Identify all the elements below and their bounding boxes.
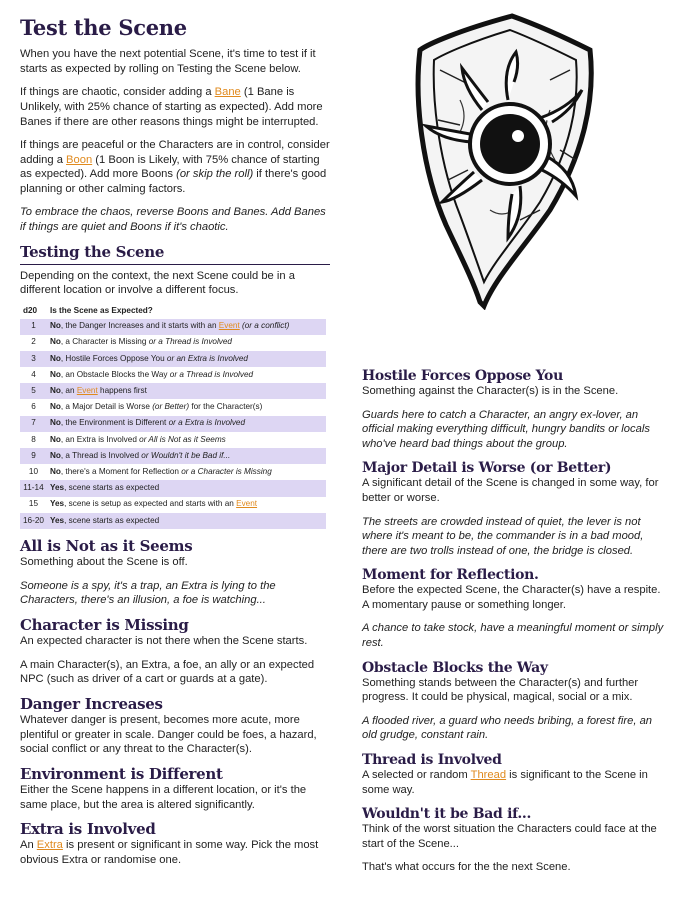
chaotic-pre: If things are chaotic, consider adding a [20, 86, 215, 99]
row-result [47, 497, 326, 513]
row-alternative: (or a conflict) [239, 321, 290, 331]
page-title: Test the Scene [20, 15, 187, 40]
event-link[interactable]: Event [236, 499, 258, 509]
thread-link[interactable]: Thread [470, 769, 507, 782]
major-body: A significant detail of the Scene is changed in some way, for better or worse. [362, 477, 659, 504]
table-header-d20: d20 [23, 305, 38, 315]
wouldnt-body: Think of the worst situation the Characters could face at the start of the Scene... [362, 823, 657, 850]
row-result [47, 383, 326, 399]
row-number: 4 [31, 369, 36, 379]
row-number: 16-20 [20, 513, 47, 529]
wouldnt-body2: That's what occurs for the the next Scene. [362, 861, 571, 874]
danger-body: Whatever danger is present, becomes more acute, more plentiful or greater in scale. Danger could be foes, a hazard, social conflict or any threat to the Character(s). [20, 714, 317, 756]
row-alternative: (or Better) [152, 402, 190, 412]
row-text: , scene starts as expected [64, 515, 160, 525]
row-text: , an [60, 386, 77, 396]
chaotic-text [20, 85, 330, 129]
all-not-example: Someone is a spy, it's a trap, an Extra is lying to the Characters, there's an illusion, a foe is watching... [20, 579, 276, 607]
row-alternative: or a Extra is Involved [168, 418, 246, 428]
row-answer: Yes [49, 515, 65, 525]
extra-body [20, 838, 330, 867]
testing-intro: Depending on the context, the next Scene could be in a different location or involve a different focus. [20, 269, 295, 297]
obstacle-body: Something stands between the Character(s) and further progress. It could be physical, magical, social or a mix. [362, 676, 639, 704]
row-number: 1 [20, 319, 47, 335]
moment-example: A chance to take stock, have a meaningful moment or simply rest. [362, 622, 664, 650]
row-answer: No [49, 353, 61, 363]
row-alternative: or an Extra is Involved [166, 353, 248, 363]
table-row [20, 432, 326, 448]
major-example: The streets are crowded instead of quiet, the lever is not where it's meant to be, the commander is in a bad mood, there are two trolls instead of one, the bridge is closed. [362, 515, 644, 557]
chaotic-post: (1 Bane is Unlikely, with 25% chance of starting as expected). Add more Banes if there are other reasons things might be interrupted. [20, 86, 323, 128]
shield-illustration [400, 10, 610, 310]
row-answer: Yes [49, 499, 65, 509]
row-text: , a Thread is Involved [60, 450, 142, 460]
event-link[interactable]: Event [76, 386, 98, 396]
row-number: 3 [20, 351, 47, 367]
row-answer: No [49, 418, 61, 428]
obstacle-example: A flooded river, a guard who needs bribing, a forest fire, an old grudge, constant rain. [362, 714, 653, 742]
d20-table [20, 304, 326, 529]
row-result [47, 513, 326, 529]
table-row [20, 480, 326, 496]
table-row [20, 497, 326, 513]
intro-text: When you have the next potential Scene, it's time to test if it starts as expected by rolling on Testing the Scene below. [20, 48, 316, 75]
row-result [47, 416, 326, 432]
danger-title: Danger Increases [20, 694, 163, 713]
row-result [47, 335, 326, 351]
environment-title: Environment is Different [20, 764, 223, 783]
row-answer: No [49, 466, 61, 476]
row-result [47, 464, 326, 480]
thread-title: Thread is Involved [362, 751, 502, 768]
row-answer: No [49, 337, 61, 347]
peaceful-post: if there's good planning or other calming factors. [20, 168, 327, 195]
row-number: 5 [20, 383, 47, 399]
row-number: 15 [28, 499, 39, 509]
row-result [47, 319, 326, 335]
row-answer: No [49, 402, 61, 412]
row-number: 8 [31, 434, 36, 444]
row-tail: for the Character(s) [189, 402, 263, 412]
table-row [20, 399, 326, 415]
row-number: 2 [31, 337, 36, 347]
row-text: , scene is setup as expected and starts with an [64, 499, 237, 509]
row-text: , scene starts as expected [64, 483, 160, 493]
row-text: , there's a Moment for Reflection [60, 466, 182, 476]
row-number: 7 [20, 416, 47, 432]
row-number: 9 [20, 448, 47, 464]
thread-post: is significant to the Scene in some way. [362, 769, 648, 796]
hostile-body: Something against the Character(s) is in the Scene. [362, 385, 619, 398]
major-title: Major Detail is Worse (or Better) [362, 460, 612, 477]
testing-title: Testing the Scene [20, 244, 330, 264]
embrace-text: To embrace the chaos, reverse Boons and Banes. Add Banes if things are quiet and Boons if it's chaotic. [20, 206, 326, 233]
peaceful-mid: (1 Boon is Likely, with 75% chance of starting as expected). Add more Boons [20, 153, 320, 181]
row-text: , the Environment is Different [60, 418, 169, 428]
obstacle-title: Obstacle Blocks the Way [362, 659, 548, 676]
bane-link[interactable]: Bane [214, 86, 241, 99]
row-text: , the Danger Increases and it starts with an [60, 321, 219, 331]
missing-title: Character is Missing [20, 615, 189, 634]
row-alternative: or a Character is Missing [181, 466, 272, 476]
row-number: 10 [28, 466, 39, 476]
missing-body: An expected character is not there when the Scene starts. [20, 635, 308, 648]
row-text: , an Extra is Involved [60, 434, 140, 444]
extra-title: Extra is Involved [20, 820, 156, 839]
extra-post: is present or significant in some way. Pick the most obvious Extra or randomise one. [20, 839, 319, 866]
table-row [20, 335, 326, 351]
table-row [20, 464, 326, 480]
event-link[interactable]: Event [218, 321, 240, 331]
row-answer: No [49, 321, 61, 331]
row-alternative: or All is Not as it Seems [139, 434, 226, 444]
all-not-title: All is Not as it Seems [20, 536, 193, 555]
row-answer: No [49, 434, 61, 444]
row-text: , a Character is Missing [60, 337, 149, 347]
row-answer: No [49, 450, 61, 460]
row-text: , a Major Detail is Worse [60, 402, 153, 412]
peaceful-text [20, 138, 330, 196]
row-text: , Hostile Forces Oppose You [60, 353, 167, 363]
row-text: , an Obstacle Blocks the Way [60, 369, 170, 379]
environment-body: Either the Scene happens in a different location, or it's the same place, but the area is altered significantly. [20, 784, 307, 811]
table-row [20, 351, 326, 367]
peaceful-pre: If things are peaceful or the Characters are in control, consider adding a [20, 139, 330, 166]
row-alternative: or a Thread is Involved [169, 369, 254, 379]
table-header-result: Is the Scene as Expected? [49, 305, 153, 315]
extra-link[interactable]: Extra [36, 839, 63, 852]
moment-title: Moment for Reflection. [362, 567, 539, 584]
all-not-body: Something about the Scene is off. [20, 556, 188, 569]
hostile-example: Guards here to catch a Character, an angry ex-lover, an official making everything difficult, hungry bandits or locals who've heard bad things about the group. [362, 408, 650, 450]
boon-link[interactable]: Boon [66, 153, 93, 166]
moment-body: Before the expected Scene, the Character(s) have a respite. A momentary pause or something longer. [362, 584, 661, 611]
row-result [47, 480, 326, 496]
row-result [47, 351, 326, 367]
table-row [20, 513, 326, 529]
table-row [20, 319, 326, 335]
row-result [47, 367, 326, 383]
row-result [47, 399, 326, 415]
row-answer: Yes [49, 483, 65, 493]
row-number: 6 [31, 402, 36, 412]
row-result [47, 448, 326, 464]
row-number: 11-14 [20, 480, 47, 496]
row-alternative: or Wouldn't it be Bad if... [141, 450, 231, 460]
peaceful-skip: (or skip the roll) [176, 168, 254, 181]
table-row [20, 383, 326, 399]
row-answer: No [49, 386, 61, 396]
row-answer: No [49, 369, 61, 379]
extra-pre: An [20, 839, 37, 852]
hostile-title: Hostile Forces Oppose You [362, 368, 563, 384]
row-result [47, 432, 326, 448]
thread-pre: A selected or random [362, 769, 471, 782]
intro-section [20, 47, 330, 234]
wouldnt-title: Wouldn't it be Bad if... [362, 806, 532, 823]
missing-body2: A main Character(s), an Extra, a foe, an ally or an expected NPC (such as driver of a cart or guards at a gate). [20, 658, 315, 686]
table-row [20, 416, 326, 432]
row-tail: happens first [97, 386, 147, 396]
thread-body [362, 768, 666, 797]
row-alternative: or a Thread is Involved [148, 337, 232, 347]
table-row [20, 367, 326, 383]
table-row [20, 448, 326, 464]
